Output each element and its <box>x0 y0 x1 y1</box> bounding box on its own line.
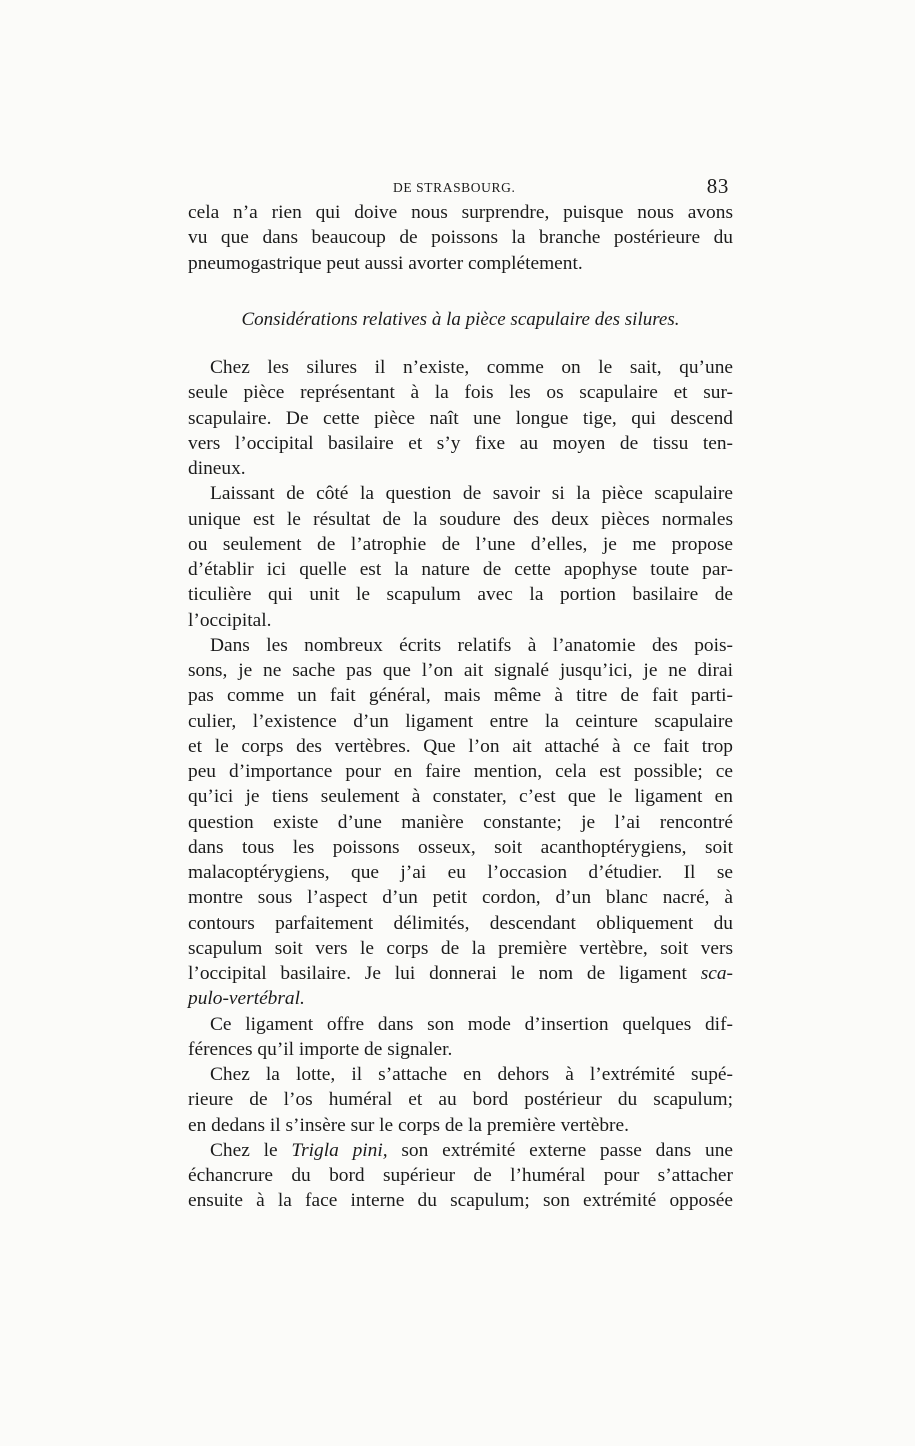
text-line: culier, l’existence d’un ligament entre la ceinture scapulaire <box>188 710 733 732</box>
italic-term: pulo-vertébral. <box>188 988 305 1010</box>
text-line: pas comme un fait général, mais même à titre de fait parti- <box>188 685 733 707</box>
text-line: ensuite à la face interne du scapulum; son extrémité opposée <box>188 1190 733 1212</box>
text-line <box>188 986 733 1011</box>
page-number: 83 <box>706 174 729 198</box>
paragraph-continuation <box>188 200 733 276</box>
text-line: vu que dans beaucoup de poissons la branche postérieure du <box>188 227 733 249</box>
paragraph-laissant <box>188 481 733 633</box>
text-fragment: Chez le <box>210 1139 292 1161</box>
text-fragment: son extrémité externe passe dans une <box>387 1139 733 1161</box>
text-line: d’établir ici quelle est la nature de cette apophyse toute par- <box>188 559 733 580</box>
text-fragment: l’occipital basilaire. Je lui donnerai le nom de ligament <box>188 963 701 984</box>
text-line: seule pièce représentant à la fois les os scapulaire et sur- <box>188 382 733 404</box>
species-name: Trigla pini, <box>291 1139 388 1161</box>
text-line: Chez les silures il n’existe, comme on le sait, qu’une <box>210 357 733 378</box>
text-line: Dans les nombreux écrits relatifs à l’anatomie des pois- <box>210 634 733 656</box>
text-line: vers l’occipital basilaire et s’y fixe au moyen de tissu ten- <box>188 432 733 454</box>
text-line: contours parfaitement délimités, descendant obliquement du <box>188 912 733 934</box>
text-line: peu d’importance pour en faire mention, cela est possible; ce <box>188 761 733 782</box>
text-line: en dedans il s’insère sur le corps de la première vertèbre. <box>188 1114 629 1136</box>
text-line: question existe d’une manière constante; je l’ai rencontré <box>188 811 733 833</box>
text-line: férences qu’il importe de signaler. <box>188 1038 453 1060</box>
text-line <box>188 961 733 986</box>
running-title: DE STRASBOURG. <box>393 180 516 195</box>
section-heading: Considérations relatives à la pièce scapulaire des silures. <box>241 308 680 330</box>
text-line: Laissant de côté la question de savoir si la pièce scapulaire <box>210 483 733 505</box>
text-line: sons, je ne sache pas que l’on ait signalé jusqu’ici, je ne dirai <box>188 660 733 681</box>
text-line: unique est le résultat de la soudure des deux pièces normales <box>188 508 733 530</box>
text-line: Ce ligament offre dans son mode d’insertion quelques dif- <box>210 1013 733 1035</box>
text-line: pneumogastrique peut aussi avorter complétement. <box>188 252 583 274</box>
text-line: cela n’a rien qui doive nous surprendre, puisque nous avons <box>188 202 733 223</box>
text-line: ou seulement de l’atrophie de l’une d’elles, je me propose <box>188 533 733 555</box>
paragraph-ecrits <box>188 633 733 1012</box>
text-line: dineux. <box>188 458 246 479</box>
text-line: Chez la lotte, il s’attache en dehors à l’extrémité supé- <box>210 1064 733 1085</box>
italic-term: sca- <box>700 963 733 984</box>
book-page <box>188 172 733 1214</box>
paragraph-silures <box>188 355 733 481</box>
text-line: échancrure du bord supérieur de l’huméral pour s’attacher <box>188 1165 733 1186</box>
text-line: l’occipital. <box>188 609 272 631</box>
text-line: ticulière qui unit le scapulum avec la portion basilaire de <box>188 584 733 606</box>
text-line: dans tous les poissons osseux, soit acanthoptérygiens, soit <box>188 836 733 858</box>
text-line: rieure de l’os huméral et au bord postérieur du scapulum; <box>188 1089 733 1111</box>
text-line <box>188 1138 733 1163</box>
text-line: et le corps des vertèbres. Que l’on ait attaché à ce fait trop <box>188 735 733 757</box>
paragraph-ligament <box>188 1012 733 1063</box>
paragraph-lotte <box>188 1062 733 1138</box>
paragraph-trigla <box>188 1138 733 1214</box>
text-line: scapulaire. De cette pièce naît une longue tige, qui descend <box>188 407 733 429</box>
text-line: qu’ici je tiens seulement à constater, c’est que le ligament en <box>188 786 733 808</box>
text-line: scapulum soit vers le corps de la première vertèbre, soit vers <box>188 937 733 959</box>
body-text <box>188 200 733 1214</box>
text-line: montre sous l’aspect d’un petit cordon, d’un blanc nacré, à <box>188 887 733 909</box>
text-line: malacoptérygiens, que j’ai eu l’occasion d’étudier. Il se <box>188 862 733 883</box>
running-head <box>188 172 733 200</box>
